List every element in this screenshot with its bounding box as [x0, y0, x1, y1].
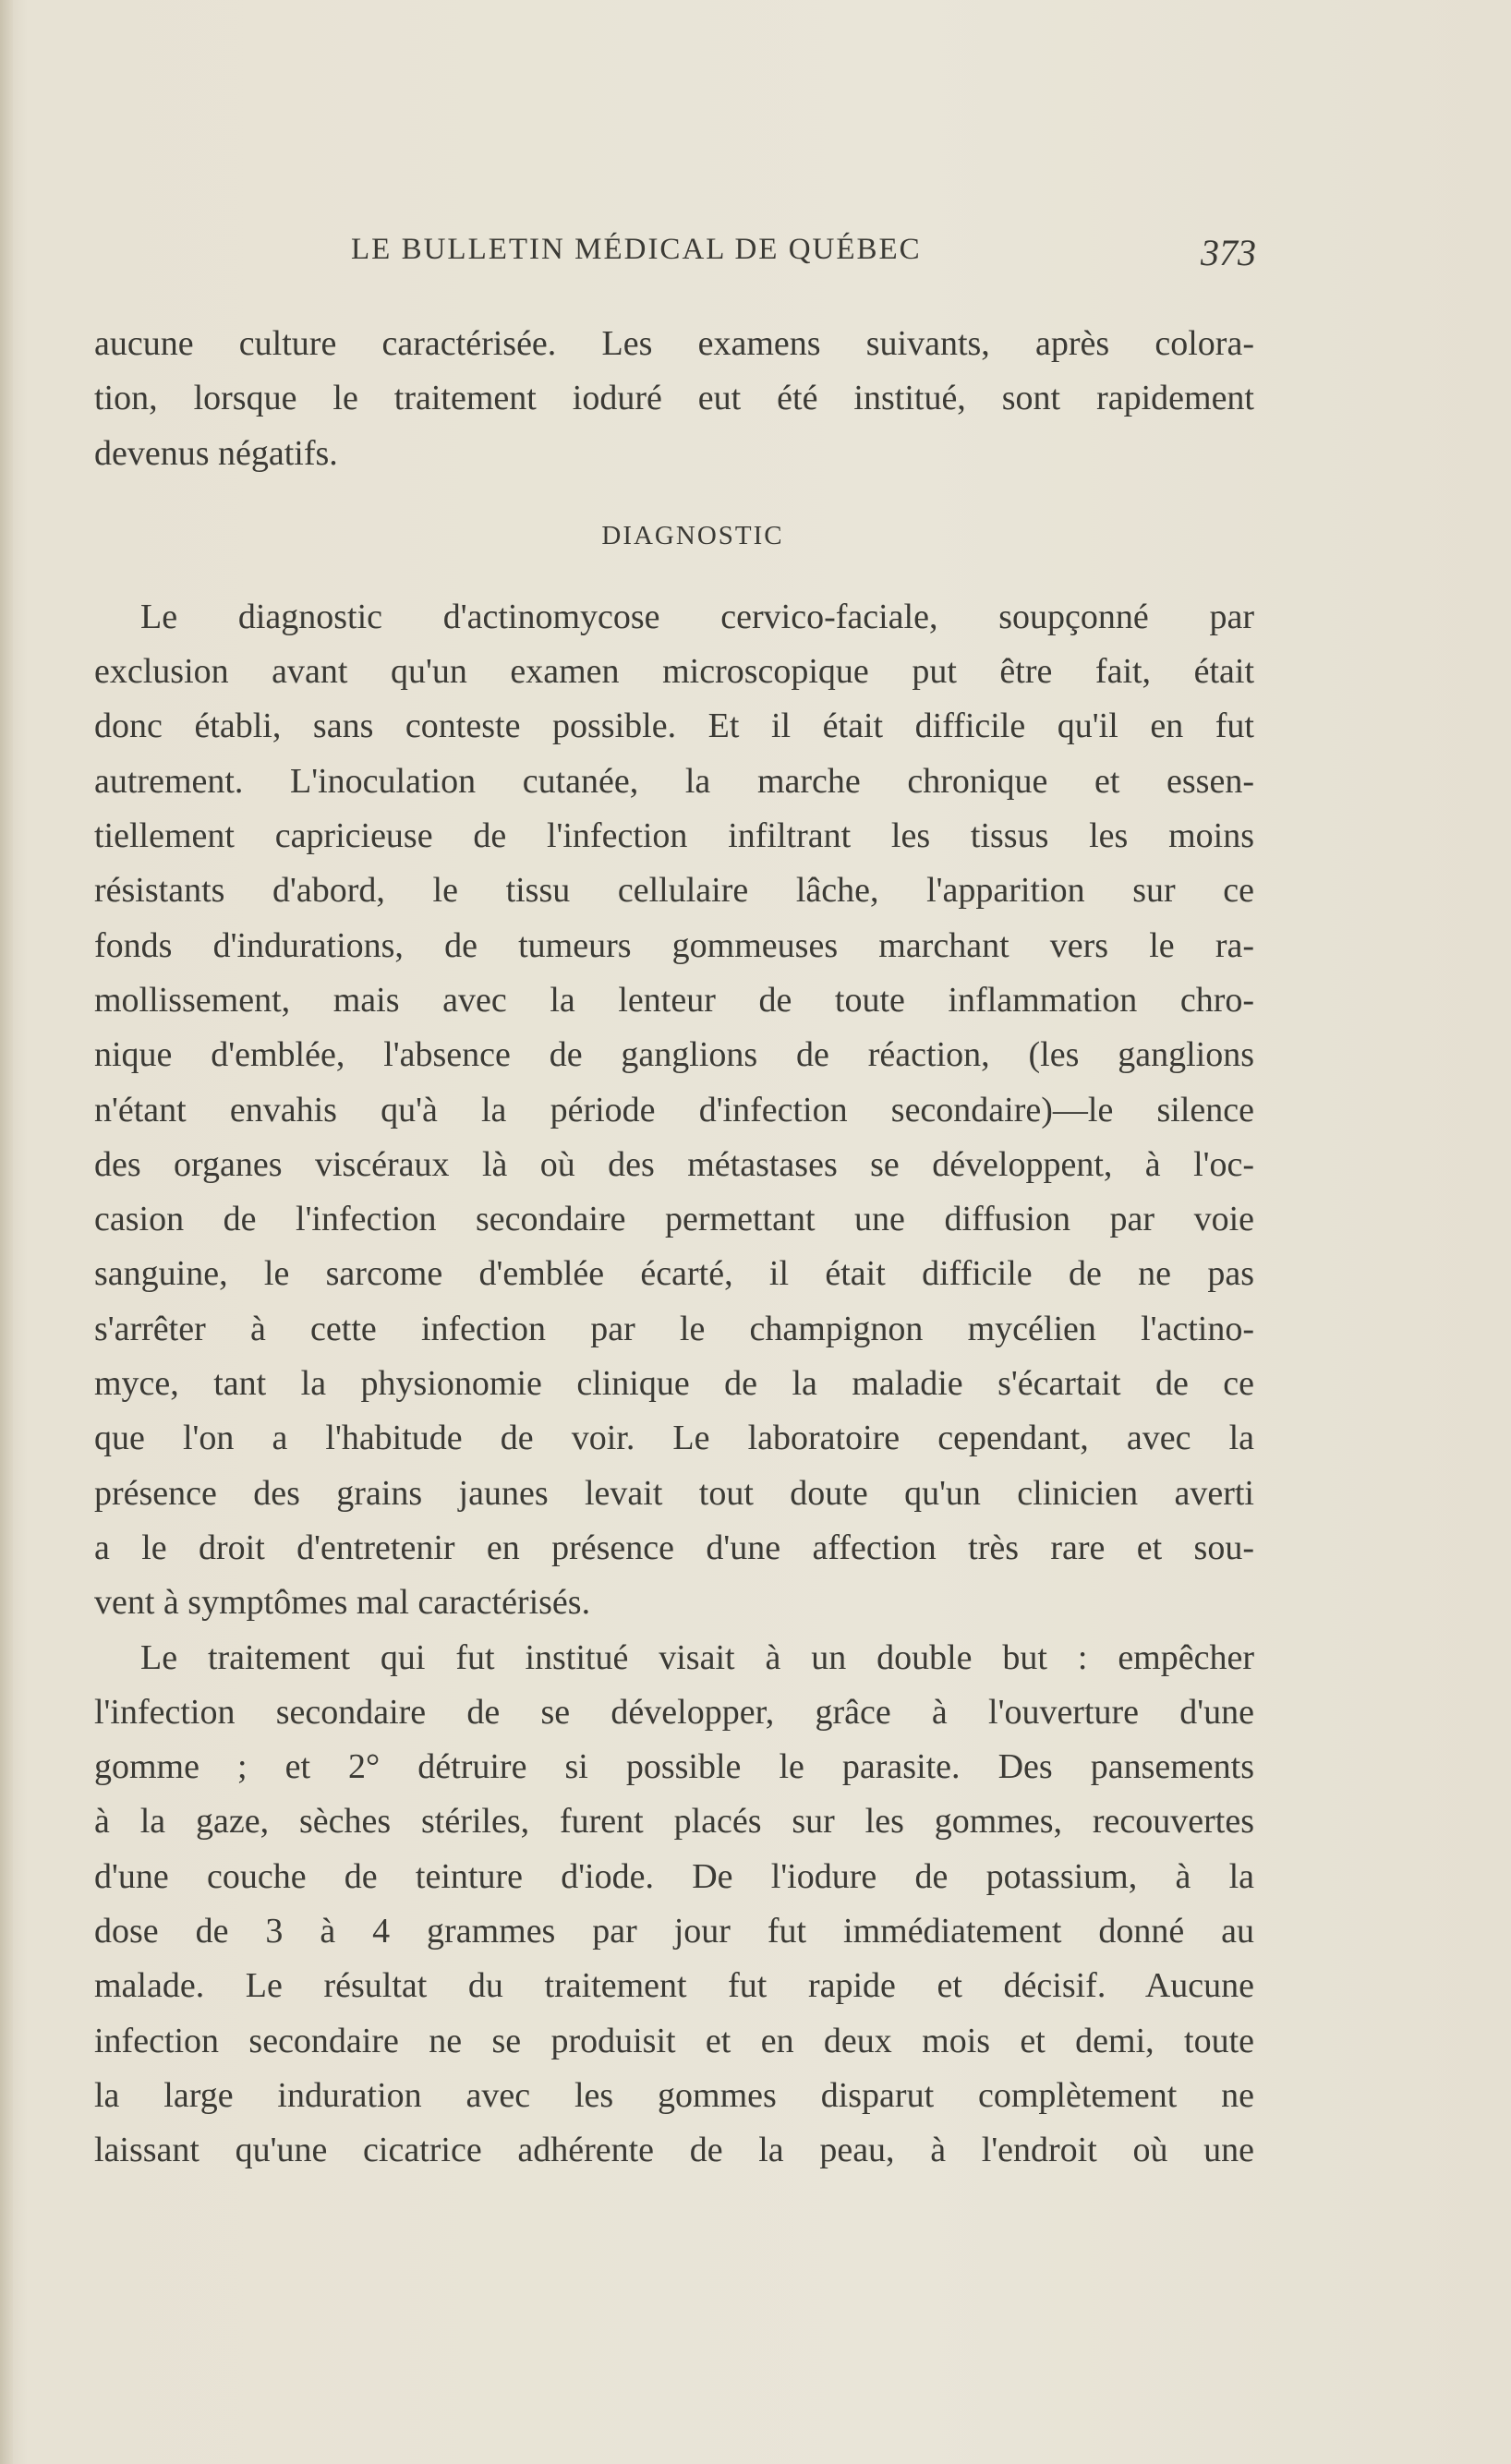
text-line: dose de 3 à 4 grammes par jour fut immédiatement donné au [94, 1912, 1254, 1951]
text-line: que l'on a l'habitude de voir. Le laboratoire cependant, avec la [94, 1419, 1254, 1458]
text-line: résistants d'abord, le tissu cellulaire lâche, l'apparition sur ce [94, 871, 1254, 911]
text-line: a le droit d'entretenir en présence d'une affection très rare et sou- [94, 1528, 1254, 1567]
text-line: la large induration avec les gommes disparut complètement ne [94, 2075, 1254, 2115]
text-line: devenus négatifs. [94, 433, 338, 473]
running-head [351, 233, 1256, 279]
text-line: donc établi, sans conteste possible. Et il était difficile qu'il en fut [94, 707, 1254, 746]
page-number: 373 [1201, 232, 1256, 273]
section-heading: DIAGNOSTIC [601, 520, 784, 550]
text-line: à la gaze, sèches stériles, furent placés sur les gommes, recouvertes [94, 1802, 1254, 1842]
text-line: vent à symptômes mal caractérisés. [94, 1583, 591, 1623]
text-line: myce, tant la physionomie clinique de la maladie s'écartait de ce [94, 1364, 1254, 1404]
text-line: présence des grains jaunes levait tout doute qu'un clinicien averti [94, 1473, 1254, 1513]
text-line: mollissement, mais avec la lenteur de toute inflammation chro- [94, 980, 1254, 1020]
text-line: n'étant envahis qu'à la période d'infection secondaire)—le silence [94, 1090, 1254, 1129]
text-line: Le diagnostic d'actinomycose cervico-faciale, soupçonné par [140, 597, 1254, 636]
text-line: infection secondaire ne se produisit et en deux mois et demi, toute [94, 2021, 1254, 2060]
text-line: gomme ; et 2° détruire si possible le parasite. Des pansements [94, 1747, 1254, 1787]
body-text [94, 317, 1254, 2179]
text-line: fonds d'indurations, de tumeurs gommeuses marchant vers le ra- [94, 925, 1254, 965]
page-edge [0, 0, 13, 2464]
text-line: nique d'emblée, l'absence de ganglions de réaction, (les ganglions [94, 1035, 1254, 1075]
text-line: l'infection secondaire de se développer, grâce à l'ouverture d'une [94, 1692, 1254, 1732]
text-line: laissant qu'une cicatrice adhérente de la peau, à l'endroit où une [94, 2131, 1254, 2170]
text-line: casion de l'infection secondaire permettant une diffusion par voie [94, 1200, 1254, 1239]
text-line: d'une couche de teinture d'iode. De l'iodure de potassium, à la [94, 1856, 1254, 1896]
text-line: tiellement capricieuse de l'infection infiltrant les tissus les moins [94, 816, 1254, 856]
text-line: aucune culture caractérisée. Les examens suivants, après colora- [94, 324, 1254, 363]
text-line: sanguine, le sarcome d'emblée écarté, il était difficile de ne pas [94, 1254, 1254, 1294]
text-line: s'arrêter à cette infection par le champignon mycélien l'actino- [94, 1309, 1254, 1348]
text-line: tion, lorsque le traitement ioduré eut été institué, sont rapidement [94, 379, 1254, 418]
text-line: exclusion avant qu'un examen microscopique put être fait, était [94, 652, 1254, 692]
text-line: autrement. L'inoculation cutanée, la marche chronique et essen- [94, 761, 1254, 801]
text-line: des organes viscéraux là où des métastases se développent, à l'oc- [94, 1144, 1254, 1184]
running-title: LE BULLETIN MÉDICAL DE QUÉBEC [351, 233, 922, 266]
text-line: malade. Le résultat du traitement fut rapide et décisif. Aucune [94, 1966, 1254, 2006]
text-line: Le traitement qui fut institué visait à un double but : empêcher [140, 1637, 1254, 1677]
